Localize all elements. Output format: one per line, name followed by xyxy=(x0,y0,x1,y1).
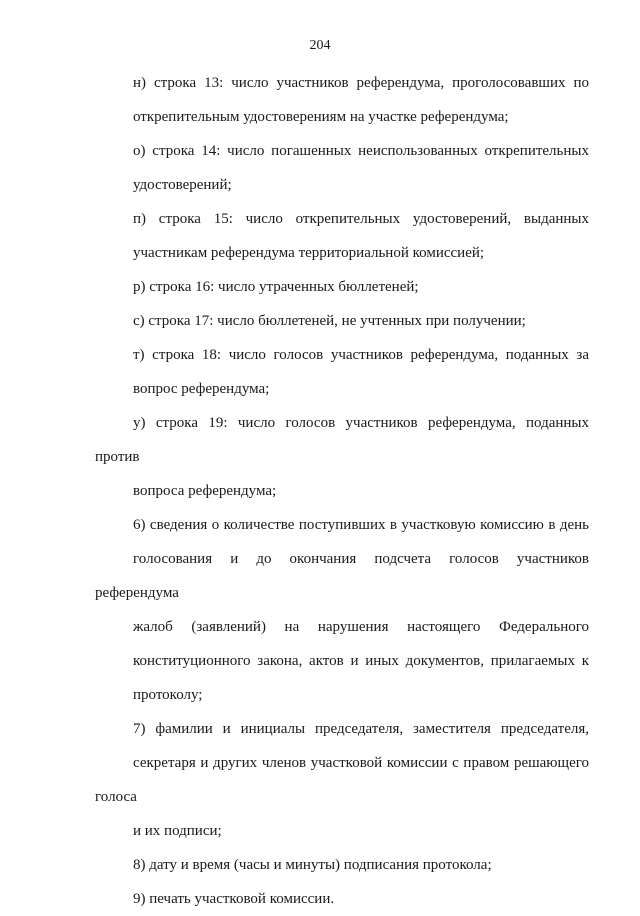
paragraph-item-7 xyxy=(95,712,589,848)
text-line: вопроса референдума; xyxy=(133,483,277,499)
paragraph-item-r xyxy=(95,270,589,304)
paragraph-item-o xyxy=(95,134,589,202)
document-body xyxy=(95,66,589,916)
paragraph-item-8 xyxy=(95,848,589,882)
text-line: о) строка 14: число погашенных неиспользованных открепительных xyxy=(133,143,589,159)
text-line: удостоверений; xyxy=(133,177,232,193)
text-line: н) строка 13: число участников референдума, проголосовавших по xyxy=(133,75,589,91)
paragraph-item-t xyxy=(95,338,589,406)
text-line: открепительным удостоверениям на участке референдума; xyxy=(133,109,509,125)
text-line: т) строка 18: число голосов участников референдума, поданных за xyxy=(133,347,589,363)
paragraph-item-p xyxy=(95,202,589,270)
text-line: с) строка 17: число бюллетеней, не учтенных при получении; xyxy=(133,313,526,329)
text-line: у) строка 19: число голосов участников референдума, поданных против xyxy=(95,415,589,465)
text-line: р) строка 16: число утраченных бюллетеней; xyxy=(133,279,419,295)
text-line: 7) фамилии и инициалы председателя, заместителя председателя, xyxy=(133,721,589,737)
text-line: участникам референдума территориальной комиссией; xyxy=(133,245,485,261)
text-line: жалоб (заявлений) на нарушения настоящего Федерального xyxy=(133,619,589,635)
paragraph-item-n xyxy=(95,66,589,134)
text-line: 8) дату и время (часы и минуты) подписания протокола; xyxy=(133,857,492,873)
paragraph-item-s xyxy=(95,304,589,338)
paragraph-item-u xyxy=(95,406,589,508)
text-line: 9) печать участковой комиссии. xyxy=(133,891,335,907)
text-line: конституционного закона, актов и иных документов, прилагаемых к xyxy=(133,653,589,669)
text-line: протоколу; xyxy=(133,687,203,703)
paragraph-item-9 xyxy=(95,882,589,916)
page-number: 204 xyxy=(309,38,331,53)
text-line: вопрос референдума; xyxy=(133,381,270,397)
text-line: и их подписи; xyxy=(133,823,222,839)
text-line: п) строка 15: число открепительных удостоверений, выданных xyxy=(133,211,589,227)
text-line: голосования и до окончания подсчета голосов участников референдума xyxy=(95,551,589,601)
text-line: 6) сведения о количестве поступивших в участковую комиссию в день xyxy=(133,517,589,533)
paragraph-item-6 xyxy=(95,508,589,712)
text-line: секретаря и других членов участковой комиссии с правом решающего голоса xyxy=(95,755,589,805)
